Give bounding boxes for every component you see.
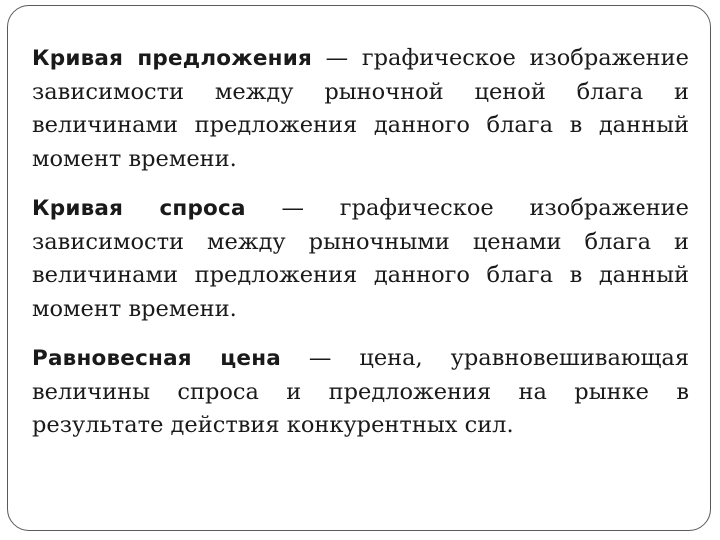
definition-dash: — bbox=[308, 345, 332, 371]
definition-text: цена, уравновешивающая величины спроса и предложения на рынке в результате действия конкурентных сил. bbox=[32, 345, 690, 438]
definition-term: Кривая спроса bbox=[32, 196, 246, 221]
definition-supply-curve bbox=[32, 42, 689, 176]
definition-dash: — bbox=[281, 195, 304, 221]
definitions-list bbox=[32, 42, 689, 443]
definition-text: графическое изображение зависимости между рыночными ценами блага и величинами предложения данного блага в данный момент времени. bbox=[32, 195, 689, 322]
definition-dash: — bbox=[325, 45, 349, 71]
definition-term: Кривая предложения bbox=[32, 46, 312, 71]
definition-equilibrium-price bbox=[32, 342, 689, 443]
definition-demand-curve bbox=[32, 192, 689, 326]
definition-term: Равновесная цена bbox=[32, 346, 281, 371]
definition-text: графическое изображение зависимости между рыночной ценой блага и величинами предложения данного блага в данный момент времени. bbox=[32, 45, 689, 172]
